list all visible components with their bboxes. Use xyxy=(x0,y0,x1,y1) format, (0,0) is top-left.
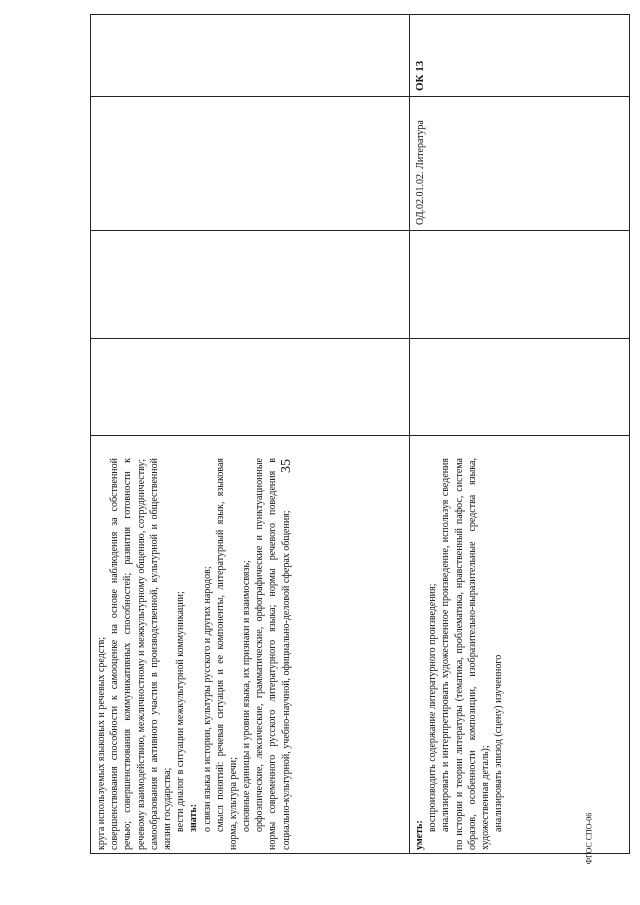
text-paragraph: вести диалог в ситуации межкультурной коммуникации; xyxy=(175,591,187,832)
text-paragraph: воспроизводить содержание литературного произведения; xyxy=(427,583,439,832)
table-row-divider xyxy=(91,96,629,97)
text-paragraph: анализировать эпизод (сцену) изученного xyxy=(493,654,505,832)
text-paragraph: основные единицы и уровни языка, их признаки и взаимосвязь; xyxy=(241,560,253,832)
text-paragraph: анализировать и интерпретировать художественное произведение, используя сведения по истории и теории литературы (тематика, проблематика, нравственный пафос, система образов, особенности композиции, изобразительно-выразительные средства языка, художественная деталь); xyxy=(440,458,491,850)
text-paragraph: круга используемых языковых и речевых средств; xyxy=(96,636,107,850)
footer-code: ФГОС СПО-06 xyxy=(584,812,594,865)
text-paragraph: о связи языка и истории, культуры русского и других народов; xyxy=(201,566,213,832)
skills-text-cell xyxy=(413,458,623,850)
table-row-divider xyxy=(91,435,629,436)
table-row-divider xyxy=(91,230,629,231)
requirements-text-cell xyxy=(95,458,405,850)
know-heading: знать: xyxy=(188,803,200,832)
text-paragraph: смысл понятий: речевая ситуация и ее компоненты, литературный язык, языковая норма, культура речи; xyxy=(214,458,239,850)
skills-heading: уметь: xyxy=(414,820,425,850)
table-column-divider xyxy=(409,15,410,853)
text-paragraph: совершенствования способности к самооценке на основе наблюдения за собственной речью; совершенствования коммуникативных способностей; развития готовности к речевому взаимодействию, межличностному и межкультурному общению, сотрудничеству; xyxy=(109,458,147,850)
competence-code-cell: ОК 13 xyxy=(414,60,426,91)
text-paragraph: орфоэпические, лексические, грамматические, орфографические и пунктуационные нормы современного русского литературного языка; нормы речевого поведения в социально-культурной, учебно-научной, официально-деловой сферах общения; xyxy=(254,458,292,850)
text-paragraph: самообразования и активного участия в производственной, культурной и общественной жизни государства; xyxy=(148,458,173,850)
table-row-divider xyxy=(91,338,629,339)
subject-code-cell: ОД.02.01.02. Литература xyxy=(415,120,426,225)
curriculum-table xyxy=(90,14,630,854)
page-number: 35 xyxy=(279,459,294,473)
